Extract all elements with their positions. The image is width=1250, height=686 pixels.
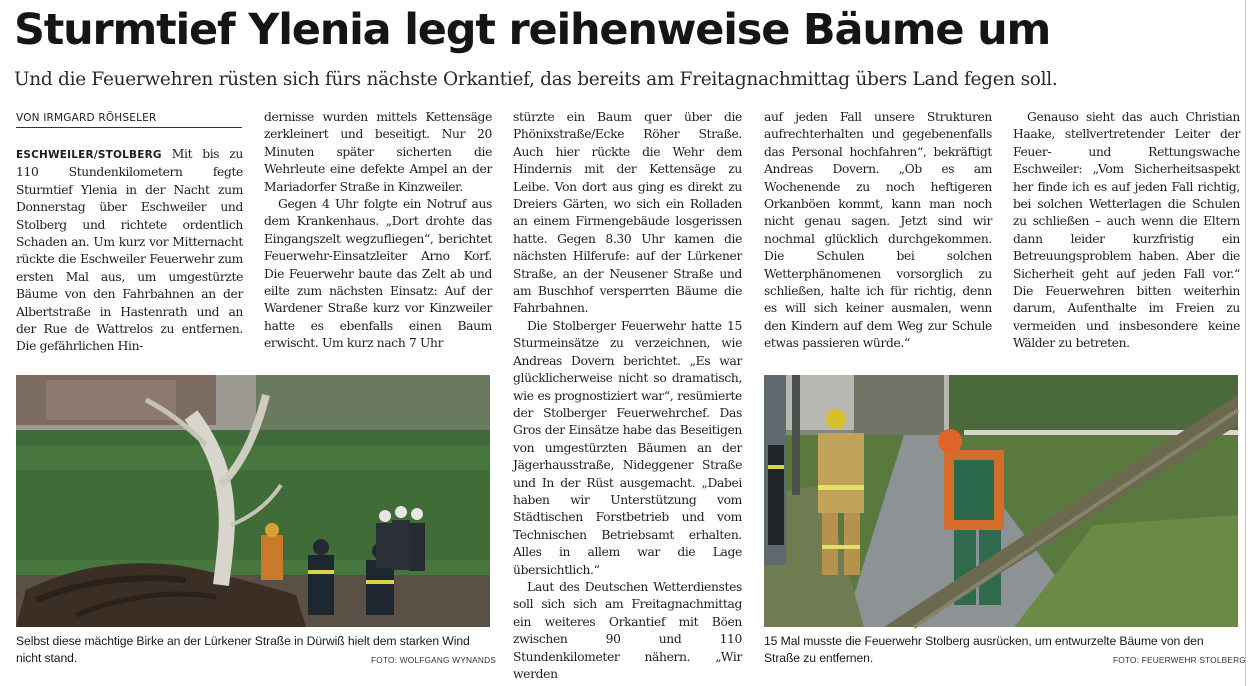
paragraph: Laut des Deutschen Wetterdienstes soll sich sich am Freitagnachmittag ein weiteres Orkantief mit Böen zwischen 90 und 110 Stundenkilometer nähern. „Wir werden (513, 579, 742, 681)
headline: Sturmtief Ylenia legt reihenweise Bäume um (14, 5, 1051, 55)
lead-text: Mit bis zu 110 Stundenkilometern fegte Sturmtief Ylenia in der Nacht zum Donnerstag über Eschweiler und Stolberg und richtete ordentlich Schaden an. Um kurz vor Mitternacht rückte die Eschweiler Feuerwehr zum ersten Mal aus, um umgestürzte Bäume von den Fahrbahnen an der Albertstraße in Hastenrath und an der Rue de Wattrelos zu entfernen. Die gefährlichen Hin- (16, 147, 243, 354)
article-column-1 (16, 146, 243, 356)
byline: VON IRMGARD RÖHSELER (16, 112, 242, 128)
paragraph (16, 146, 243, 356)
photo-caption: Selbst diese mächtige Birke an der Lürkener Straße in Dürwiß hielt dem starken Wind nicht stand. (16, 634, 470, 665)
photo-caption: 15 Mal musste die Feuerwehr Stolberg ausrücken, um entwurzelte Bäume von den Straße zu entfernen. (764, 634, 1204, 665)
article-column-3 (513, 109, 742, 681)
photo-fallen-birch (16, 375, 490, 627)
dateline: ESCHWEILER/STOLBERG (16, 149, 162, 161)
article-column-2 (264, 109, 492, 356)
paragraph: stürzte ein Baum quer über die Phönixstraße/Ecke Röher Straße. Auch hier rückte die Wehr dem Hindernis mit der Kettensäge zu Leibe. Von dort aus ging es direkt zu Dreiers Gärten, wo sich ein Rolladen an einem Firmengebäude losgerissen hatte. Gegen 8.30 Uhr kamen die nächsten Hilferufe: auf der Lürkener Straße, an der Neusener Straße und am Buschhof versperrten Bäume die Fahrbahnen. (513, 110, 742, 316)
photo-credit: FOTO: FEUERWEHR STOLBERG (1113, 655, 1246, 665)
article-column-4 (764, 109, 992, 356)
photo-firefighters-illustration (764, 375, 1238, 627)
paragraph: Die Stolberger Feuerwehr hatte 15 Sturmeinsätze zu verzeichnen, wie Andreas Dovern berichtet. „Es war glücklicherweise nicht so dramatisch, wie es prognostiziert war“, resümierte der Stolberger Feuerwehrchef. Das Gros der Einsätze habe das Beseitigen von umgestürzten Bäumen an der Jägerhausstraße, Nideggener Straße und In der Rüst ausgemacht. „Dabei haben wir Unterstützung vom Städtischen Forstbetrieb und vom Technischen Betriebsamt erhalten. Alles in allem war die Lage übersichtlich.“ (513, 318, 742, 577)
paragraph: dernisse wurden mittels Kettensäge zerkleinert und beseitigt. Nur 20 Minuten später sicherten die Wehrleute eine defekte Ampel an der Mariadorfer Straße in Kinzweiler. (264, 110, 492, 194)
page-edge (1245, 0, 1246, 686)
paragraph: Gegen 4 Uhr folgte ein Notruf aus dem Krankenhaus. „Dort drohte das Eingangszelt wegzufliegen“, berichtet Feuerwehr-Einsatzleiter Arno Korf. Die Feuerwehr baute das Zelt ab und eilte zum nächsten Einsatz: Auf der Wardener Straße kurz vor Kinzweiler hatte es ebenfalls einen Baum erwischt. Um kurz nach 7 Uhr (264, 197, 492, 351)
photo-fallen-birch-illustration (16, 375, 490, 627)
paragraph: auf jeden Fall unsere Strukturen aufrechterhalten und gegebenenfalls das Personal hochfahren“, bekräftigt Andreas Dovern. „Ob es am Wochenende zu noch heftigeren Orkanböen kommt, kann man noch nicht genau sagen. Jetzt sind wir nochmal glücklich durchgekommen. Die Schulen bei solchen Wetterphänomenen vorsorglich zu schließen, halte ich für richtig, denn es will sich keiner ausmalen, wenn den Kindern auf dem Weg zur Schule etwas passieren würde.“ (764, 110, 992, 351)
subheadline: Und die Feuerwehren rüsten sich fürs nächste Orkantief, das bereits am Freitagnachmittag übers Land fegen soll. (14, 69, 1058, 90)
photo-credit: FOTO: WOLFGANG WYNANDS (371, 655, 497, 665)
paragraph: Genauso sieht das auch Christian Haake, stellvertretender Leiter der Feuer- und Rettungswache Eschweiler: „Vom Sicherheitsaspekt her finde ich es auf jeden Fall richtig, bei solchen Wetterlagen die Schulen zu schließen – auch wenn die Eltern dann leider kurzfristig ein Betreuungsproblem haben. Aber die Sicherheit geht auf jeden Fall vor.“ Die Feuerwehren bitten weiterhin darum, Aufenthalte im Freien zu vermeiden und insbesondere keine Wälder zu betreten. (1013, 110, 1240, 351)
photo-firefighters-chainsaw (764, 375, 1238, 627)
article-column-5 (1013, 109, 1240, 356)
